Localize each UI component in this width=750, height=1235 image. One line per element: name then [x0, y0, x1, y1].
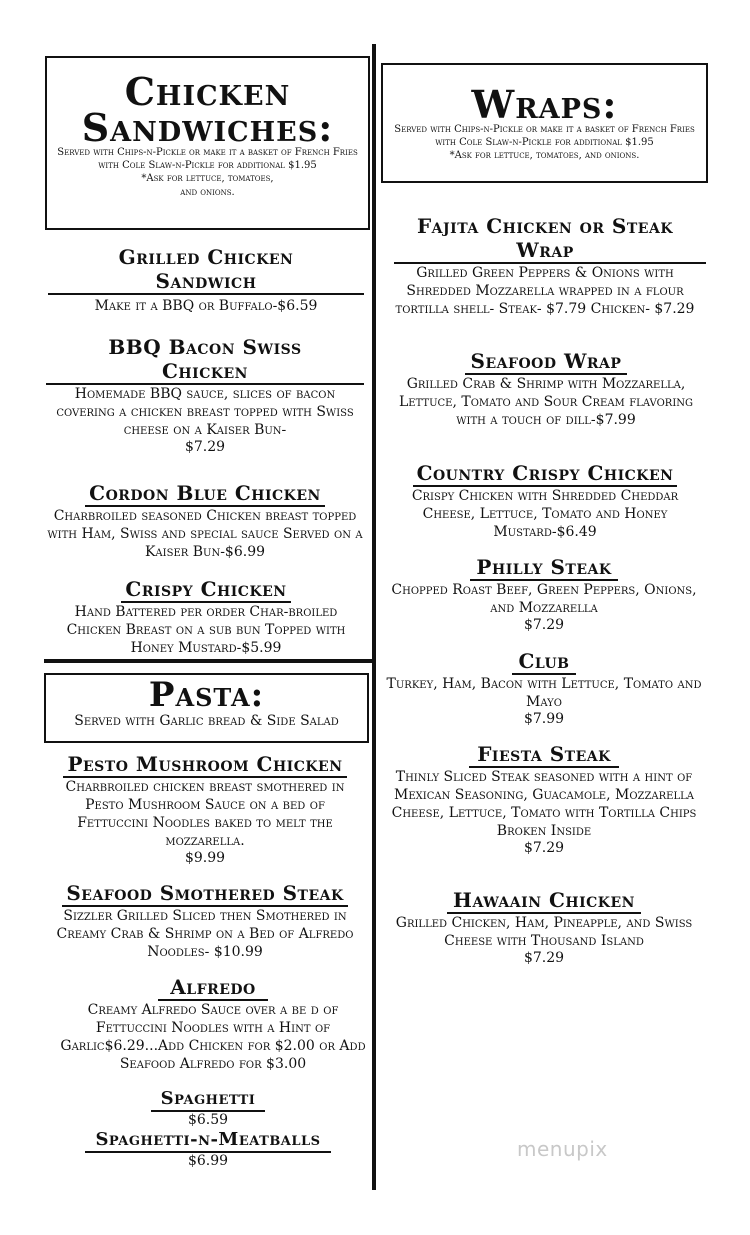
section-note: *Ask for lettuce, tomatoes, and onions.: [141, 173, 274, 199]
item-name: Seafood Wrap: [465, 349, 628, 375]
pasta-header: [44, 673, 369, 743]
chicken-sandwiches-header: [45, 56, 370, 230]
item-name: Grilled Chicken Sandwich: [118, 245, 294, 293]
item-description: Grilled Chicken, Ham, Pineapple, and Swiss Cheese with Thousand Island: [395, 915, 693, 949]
item-name: Seafood Smothered Steak: [62, 881, 347, 907]
menu-item: [386, 555, 702, 634]
item-name: Fajita Chicken or Steak Wrap: [416, 214, 673, 262]
menu-item: [50, 577, 362, 657]
item-description: Turkey, Ham, Bacon with Lettuce, Tomato and Mayo: [386, 676, 702, 710]
watermark: menupix: [517, 1137, 608, 1161]
section-title-chicken: Chicken Sandwiches:: [81, 69, 334, 151]
item-name: Fiesta Steak: [469, 742, 619, 768]
menu-item: [58, 975, 368, 1073]
menu-item: [384, 461, 706, 541]
menu-item: [384, 214, 706, 318]
menu-item: [386, 349, 706, 429]
item-price: $7.29: [523, 950, 565, 966]
wraps-header: [381, 63, 708, 183]
item-description: Creamy Alfredo Sauce over a be d of Fettuccini Noodles with a Hint of Garlic$6.29...Add Chicken for $2.00 or Add Seafood Alfredo for $3.00: [60, 1002, 366, 1072]
item-description: Sizzler Grilled Sliced then Smothered in Creamy Crab & Shrimp on a Bed of Alfredo Noodles- $10.99: [56, 908, 354, 960]
column-divider: [372, 44, 376, 1190]
item-price: $9.99: [184, 850, 226, 866]
item-name: BBQ Bacon Swiss Chicken: [108, 335, 302, 383]
section-divider: [44, 659, 372, 663]
section-note: *Ask for lettuce, tomatoes, and onions.: [449, 150, 640, 162]
item-description: Charbroiled seasoned Chicken breast topped with Ham, Swiss and special sauce Served on a Kaiser Bun-$6.99: [47, 508, 363, 560]
section-title-pasta: Pasta:: [148, 675, 265, 715]
item-name: Crispy Chicken: [121, 577, 290, 603]
item-price: $6.99: [187, 1153, 229, 1169]
section-description: Served with Garlic bread & Side Salad: [74, 713, 339, 730]
item-name: Cordon Blue Chicken: [85, 481, 325, 507]
item-description: Hand Battered per order Char-broiled Chicken Breast on a sub bun Topped with Honey Mustard-$5.99: [66, 604, 346, 656]
item-price: $6.59: [187, 1112, 229, 1128]
item-description: Crispy Chicken with Shredded Cheddar Cheese, Lettuce, Tomato and Honey Mustard-$6.49: [411, 488, 679, 540]
item-description: Thinly Sliced Steak seasoned with a hint of Mexican Seasoning, Guacamole, Mozzarella Cheese, Lettuce, Tomato with Tortilla Chips Broken Inside: [391, 769, 697, 839]
menu-item: [386, 888, 702, 967]
section-description: Served with Chips-n-Pickle or make it a basket of French Fries with Cole Slaw-n-Pickle for additional $1.95: [394, 124, 695, 149]
menu-item: [386, 742, 702, 857]
item-description: Homemade BBQ sauce, slices of bacon covering a chicken breast topped with Swiss cheese on a Kaiser Bun-: [56, 386, 354, 438]
item-description: Charbroiled chicken breast smothered in Pesto Mushroom Sauce on a bed of Fettuccini Noodles baked to melt the mozzarella.: [65, 779, 345, 849]
item-description: Chopped Roast Beef, Green Peppers, Onions, and Mozzarella: [391, 582, 697, 616]
item-price: $7.29: [523, 840, 565, 856]
item-description: Grilled Crab & Shrimp with Mozzarella, Lettuce, Tomato and Sour Cream flavoring with a touch of dill-$7.99: [398, 376, 694, 428]
section-description: Served with Chips-n-Pickle or make it a basket of French Fries with Cole Slaw-n-Pickle for additional $1.95: [57, 147, 358, 172]
item-price: $7.29: [184, 439, 226, 455]
menu-item: [48, 752, 362, 867]
menu-item: [58, 1088, 358, 1129]
item-name: Hawaain Chicken: [447, 888, 641, 914]
item-name: Alfredo: [158, 975, 267, 1001]
item-name: Country Crispy Chicken: [413, 461, 678, 487]
section-title-wraps: Wraps:: [471, 82, 618, 127]
menu-item: [58, 1129, 358, 1170]
menu-item: [46, 335, 364, 456]
menu-item: [386, 649, 702, 728]
item-name: Spaghetti: [151, 1088, 266, 1112]
item-price: $7.99: [523, 711, 565, 727]
item-description: Make it a BBQ or Buffalo-$6.59: [94, 298, 318, 314]
item-name: Philly Steak: [470, 555, 617, 581]
item-name: Club: [512, 649, 575, 675]
menu-item: [48, 881, 362, 961]
item-name: Spaghetti-n-Meatballs: [85, 1129, 330, 1153]
menu-item: [46, 481, 364, 561]
menu-item: [48, 245, 364, 315]
item-description: Grilled Green Peppers & Onions with Shredded Mozzarella wrapped in a flour tortilla shell- Steak- $7.79 Chicken- $7.29: [395, 265, 695, 317]
item-price: $7.29: [523, 617, 565, 633]
item-name: Pesto Mushroom Chicken: [63, 752, 346, 778]
